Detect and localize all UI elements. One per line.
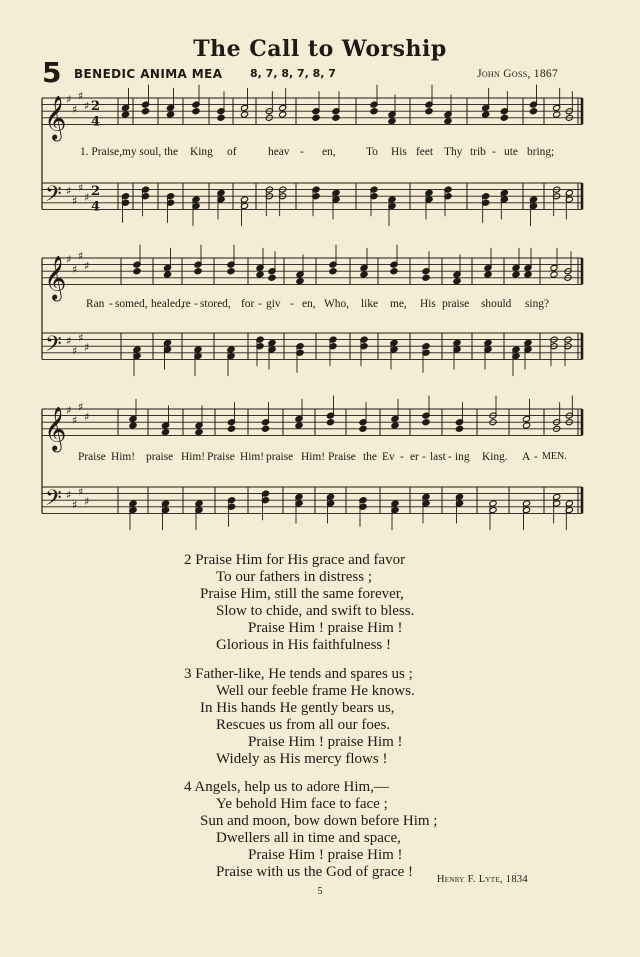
note-head [360, 271, 368, 278]
lyric: King [190, 146, 213, 158]
lyric: - [492, 146, 496, 158]
lyric: - [448, 451, 452, 463]
lyric: Him! [301, 451, 326, 463]
lyric: my soul, the [122, 146, 179, 158]
verse-line: Praise Him ! praise Him ! [248, 734, 403, 750]
note-head [161, 429, 169, 436]
sharp-sign: ♯ [66, 334, 72, 348]
sharp-sign: ♯ [66, 404, 72, 417]
verse-line: Well our feeble frame He knows. [216, 683, 415, 699]
lyric: 1. Praise, [80, 146, 123, 158]
lyric: MEN. [542, 451, 567, 462]
lyric: Ev [382, 451, 395, 463]
lyric: King. [482, 451, 508, 463]
note-head [332, 114, 340, 121]
verse-line: Dwellers all in time and space, [216, 830, 401, 846]
lyric: Praise [78, 451, 106, 463]
note-head [195, 429, 203, 436]
lyric: stored, [200, 298, 231, 310]
verse-line: Praise Him ! praise Him ! [248, 847, 403, 863]
sharp-sign: ♯ [78, 249, 84, 263]
note-head [444, 118, 452, 125]
verse-line: Praise Him ! praise Him ! [248, 620, 403, 636]
sharp-sign: ♯ [84, 410, 90, 424]
lyric: Him! [240, 451, 265, 463]
lyric: like [361, 298, 379, 310]
note-head [553, 111, 561, 118]
treble-clef: 𝄞 [44, 406, 67, 451]
note-head [550, 271, 558, 278]
sharp-sign: ♯ [84, 259, 90, 273]
note-head [455, 425, 463, 432]
lyric: - [258, 298, 262, 310]
lyric: praise [266, 451, 294, 463]
sharp-sign: ♯ [66, 253, 72, 266]
lyric: heav [268, 146, 290, 158]
note-head [166, 111, 174, 118]
sharp-sign: ♯ [84, 341, 90, 355]
treble-clef: 𝄞 [44, 95, 67, 140]
lyric: giv [266, 298, 281, 310]
lyric: somed, [115, 298, 148, 310]
lyric: - [400, 451, 404, 463]
lyric: should [481, 298, 512, 310]
lyric: feet [416, 146, 434, 158]
time-signature: 2 [91, 99, 101, 115]
lyric: ute [504, 146, 518, 158]
hymn-number: 5 [42, 56, 62, 89]
author-credit: Henry F. Lyte, 1834 [436, 874, 528, 885]
verse-3 [184, 666, 415, 768]
time-signature: 2 [91, 184, 101, 200]
lyric: the [363, 451, 377, 463]
verse-line: Praise Him, still the same forever, [200, 586, 404, 602]
note-head [194, 268, 202, 275]
verse-line: Ye behold Him face to face ; [216, 796, 388, 812]
verse-4 [184, 779, 437, 881]
lyric: A [522, 451, 531, 463]
note-head [256, 271, 264, 278]
lyric: er [410, 451, 419, 463]
lyric: me, [390, 298, 407, 310]
verse-line: Praise with us the God of grace ! [216, 864, 414, 880]
note-head [422, 274, 430, 281]
sharp-sign: ♯ [66, 488, 72, 502]
sharp-sign: ♯ [72, 194, 78, 208]
note-head [227, 425, 235, 432]
note-head [390, 268, 398, 275]
note-head [217, 114, 225, 121]
note-head [329, 268, 337, 275]
note-head [370, 108, 378, 115]
lyric: ing [455, 451, 470, 463]
verse-line: 3 Father-like, He tends and spares us ; [184, 666, 413, 682]
time-signature: 4 [91, 199, 101, 215]
lyric: - [422, 451, 426, 463]
note-head [522, 422, 530, 429]
lyric: Praise [328, 451, 356, 463]
sharp-sign: ♯ [78, 89, 84, 103]
sharp-sign: ♯ [72, 413, 78, 427]
sharp-sign: ♯ [72, 498, 78, 512]
verse-line: Glorious in His faithfulness ! [216, 637, 391, 653]
lyric: healed, [151, 298, 184, 310]
sharp-sign: ♯ [84, 99, 90, 113]
note-head [422, 419, 430, 426]
note-head [133, 268, 141, 275]
note-head [268, 274, 276, 281]
sharp-sign: ♯ [78, 181, 84, 195]
note-head [192, 108, 200, 115]
lyric: Ran [86, 298, 105, 310]
lyric: praise [146, 451, 174, 463]
note-head [359, 425, 367, 432]
note-head [121, 111, 129, 118]
verse-line: In His hands He gently bears us, [200, 700, 395, 716]
verse-line: Slow to chide, and swift to bless. [216, 603, 415, 619]
verse-2 [184, 552, 414, 654]
note-head [482, 111, 490, 118]
verse-line: 4 Angels, help us to adore Him,— [184, 779, 389, 795]
note-head [227, 268, 235, 275]
lyric: Him! [111, 451, 136, 463]
note-head [529, 108, 537, 115]
note-head [163, 271, 171, 278]
lyric: en, [322, 146, 336, 158]
note-head [296, 278, 304, 285]
note-head [391, 422, 399, 429]
meter: 8, 7, 8, 7, 8, 7 [250, 67, 336, 80]
sharp-sign: ♯ [84, 495, 90, 509]
lyric: - [290, 298, 294, 310]
sharp-sign: ♯ [78, 331, 84, 345]
note-head [295, 422, 303, 429]
note-head [261, 425, 269, 432]
lyric: Thy [444, 146, 463, 158]
bass-clef: 𝄢 [45, 485, 62, 516]
lyric: His [420, 298, 436, 310]
note-head [141, 108, 149, 115]
lyric: - [194, 298, 198, 310]
sharp-sign: ♯ [78, 485, 84, 499]
lyric: sing? [525, 298, 550, 310]
lyric: trib [470, 146, 486, 158]
note-head [240, 111, 248, 118]
note-head [425, 108, 433, 115]
sharp-sign: ♯ [84, 191, 90, 205]
lyric: for [241, 298, 255, 310]
lyric: - [534, 451, 538, 463]
verse-line: 2 Praise Him for His grace and favor [184, 552, 406, 568]
verse-line: To our fathers in distress ; [216, 569, 373, 585]
sharp-sign: ♯ [66, 184, 72, 198]
note-head [312, 114, 320, 121]
lyric: To [366, 146, 378, 158]
sharp-sign: ♯ [72, 344, 78, 358]
bass-clef: 𝄢 [45, 181, 62, 212]
sharp-sign: ♯ [72, 102, 78, 116]
note-head [279, 111, 287, 118]
lyric: re [182, 298, 191, 310]
lyric: of [227, 146, 237, 158]
tune-name: BENEDIC ANIMA MEA [74, 67, 223, 81]
note-head [512, 271, 520, 278]
note-head [484, 271, 492, 278]
composer: John Goss, 1867 [477, 68, 558, 80]
lyric: bring; [527, 146, 555, 158]
note-head [388, 118, 396, 125]
note-head [453, 278, 461, 285]
lyric: praise [442, 298, 470, 310]
verse-line: Sun and moon, bow down before Him ; [200, 813, 438, 829]
page-number: 5 [317, 886, 323, 897]
lyric: Him! [181, 451, 206, 463]
sharp-sign: ♯ [78, 400, 84, 414]
lyric: last [430, 451, 446, 463]
sharp-sign: ♯ [72, 262, 78, 276]
lyric: His [391, 146, 407, 158]
note-head [524, 271, 532, 278]
section-title: The Call to Worship [193, 36, 447, 62]
note-head [500, 114, 508, 121]
lyric: Who, [324, 298, 349, 310]
bass-clef: 𝄢 [45, 331, 62, 362]
verse-line: Widely as His mercy flows ! [216, 751, 388, 767]
verse-line: Rescues us from all our foes. [216, 717, 391, 733]
time-signature: 4 [91, 114, 101, 130]
note-head [129, 422, 137, 429]
sharp-sign: ♯ [66, 93, 72, 106]
note-head [326, 419, 334, 426]
treble-clef: 𝄞 [44, 255, 67, 300]
lyric: - [300, 146, 304, 158]
lyric: en, [302, 298, 316, 310]
lyric: Praise [207, 451, 235, 463]
lyric: - [109, 298, 113, 310]
